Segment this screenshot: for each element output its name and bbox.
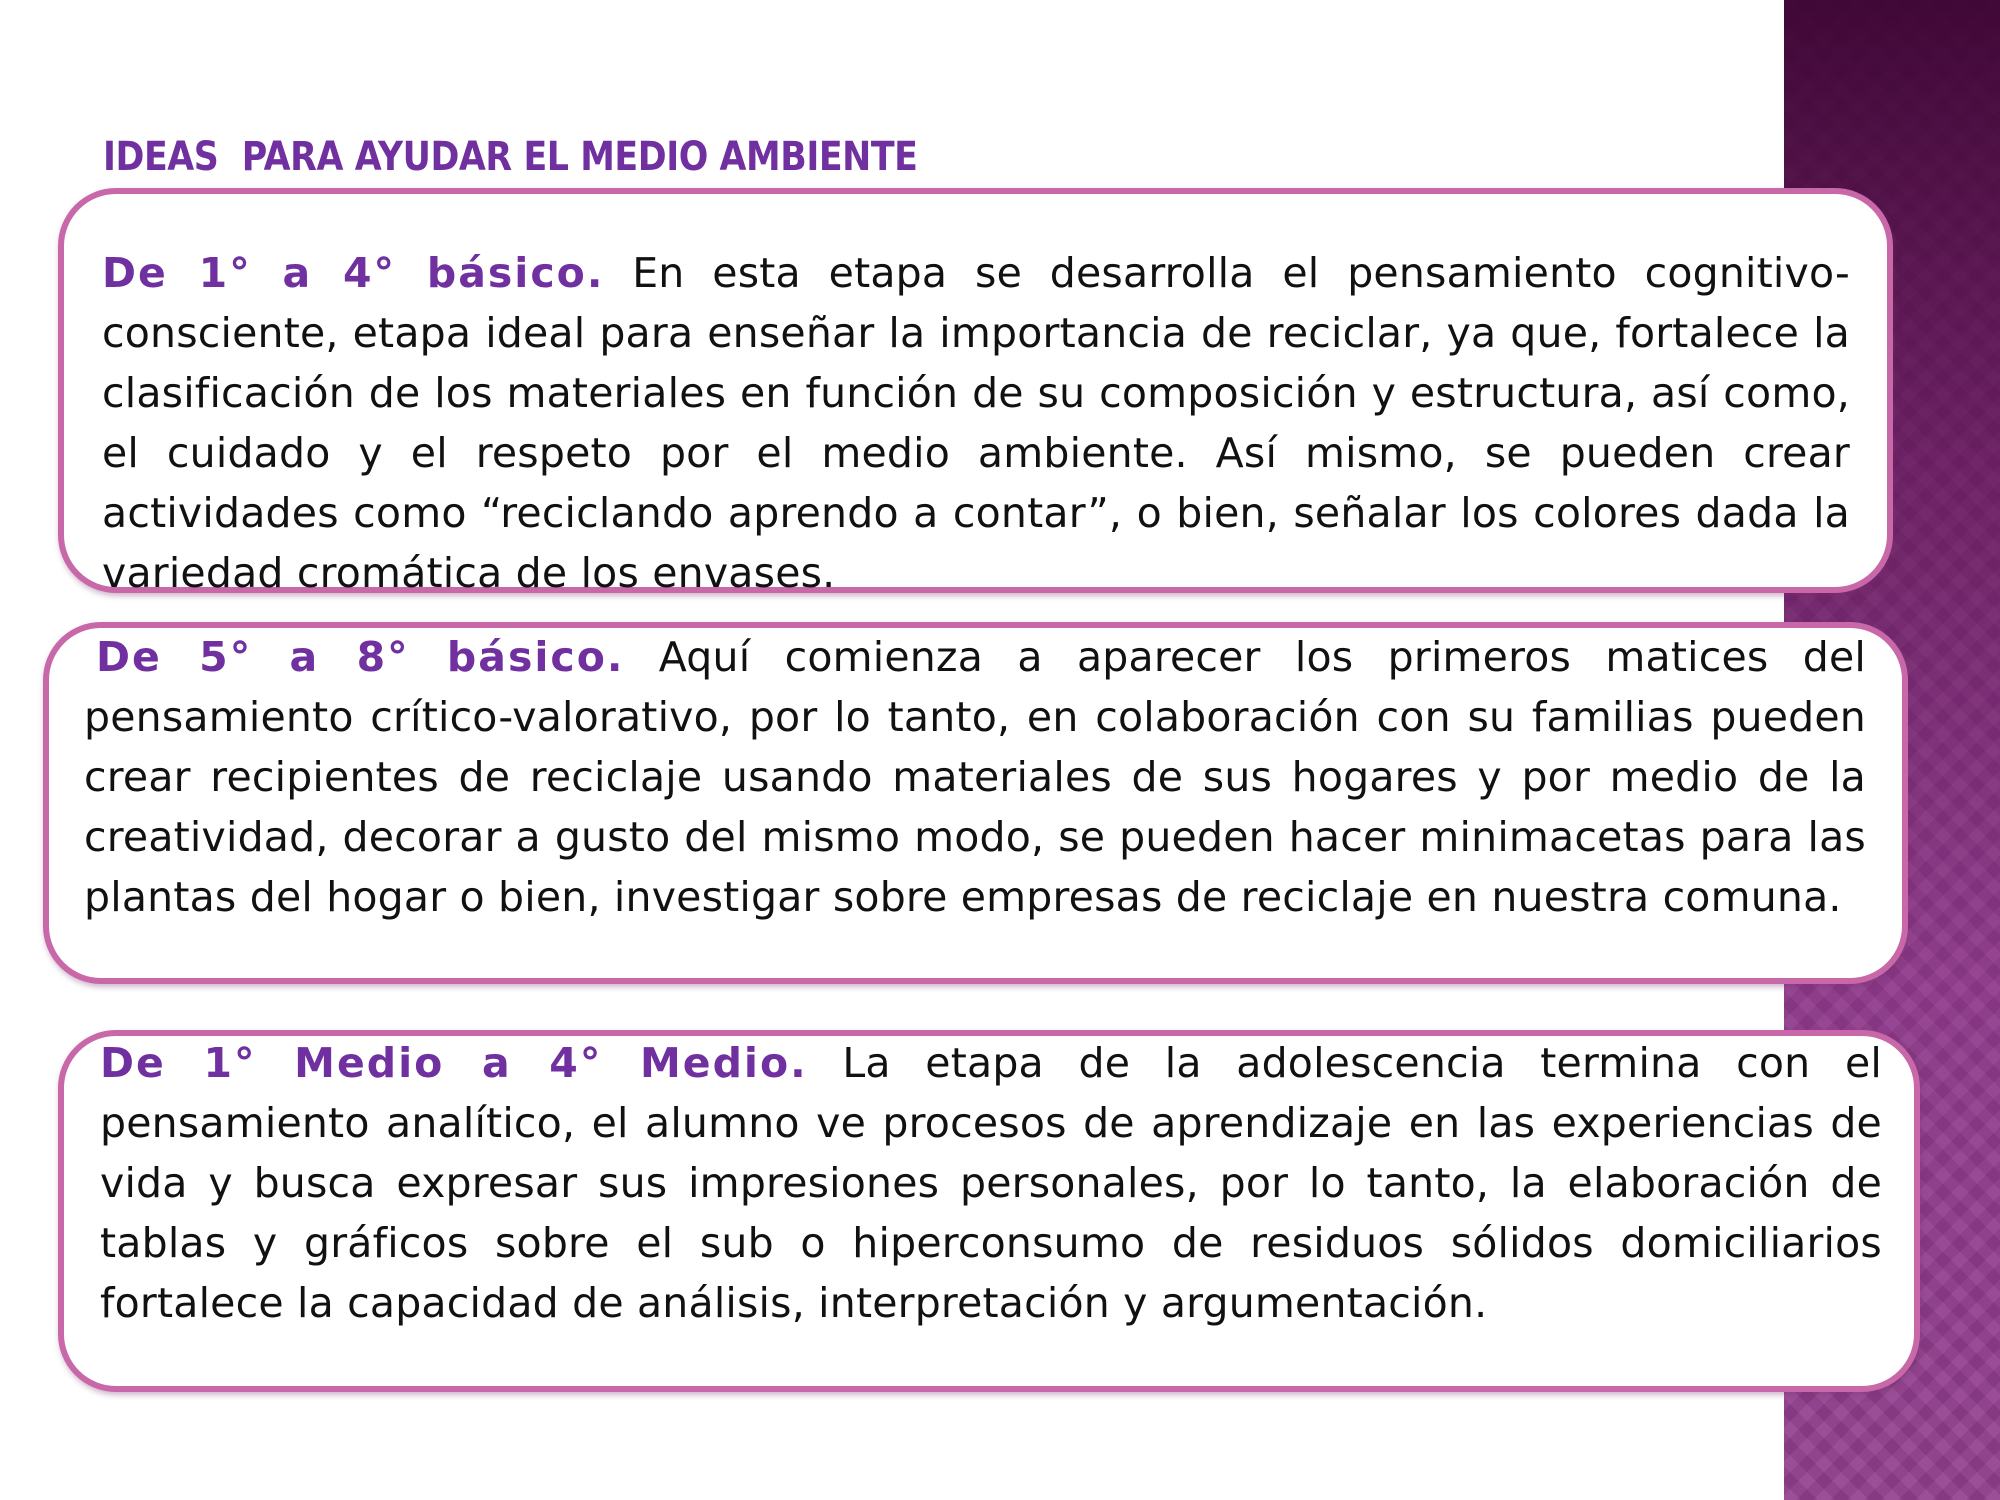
section-text-basic-1-4: [102, 243, 1850, 603]
section-heading: De 1° Medio a 4° Medio.: [100, 1039, 808, 1087]
section-text-basic-5-8: [84, 627, 1866, 927]
section-text-medio-1-4: [100, 1033, 1882, 1333]
section-heading: De 1° a 4° básico.: [102, 249, 605, 297]
section-heading: De 5° a 8° básico.: [96, 633, 625, 681]
section-body: En esta etapa se desarrolla el pensamiento cognitivo-consciente, etapa ideal para enseñar la importancia de reciclar, ya que, fortalece la clasificación de los materiales en función de su composición y estructura, así como, el cuidado y el respeto por el medio ambiente. Así mismo, se pueden crear actividades como “reciclando aprendo a contar”, o bien, señalar los colores dada la variedad cromática de los envases.: [102, 249, 1850, 597]
section-body: La etapa de la adolescencia termina con el pensamiento analítico, el alumno ve procesos de aprendizaje en las experiencias de vida y busca expresar sus impresiones personales, por lo tanto, la elaboración de tablas y gráficos sobre el sub o hiperconsumo de residuos sólidos domiciliarios fortalece la capacidad de análisis, interpretación y argumentación.: [100, 1039, 1882, 1327]
section-body: Aquí comienza a aparecer los primeros matices del pensamiento crítico-valorativo, por lo tanto, en colaboración con su familias pueden crear recipientes de reciclaje usando materiales de sus hogares y por medio de la creatividad, decorar a gusto del mismo modo, se pueden hacer minimacetas para las plantas del hogar o bien, investigar sobre empresas de reciclaje en nuestra comuna.: [84, 633, 1866, 921]
slide-title: IDEAS PARA AYUDAR EL MEDIO AMBIENTE: [103, 134, 918, 180]
